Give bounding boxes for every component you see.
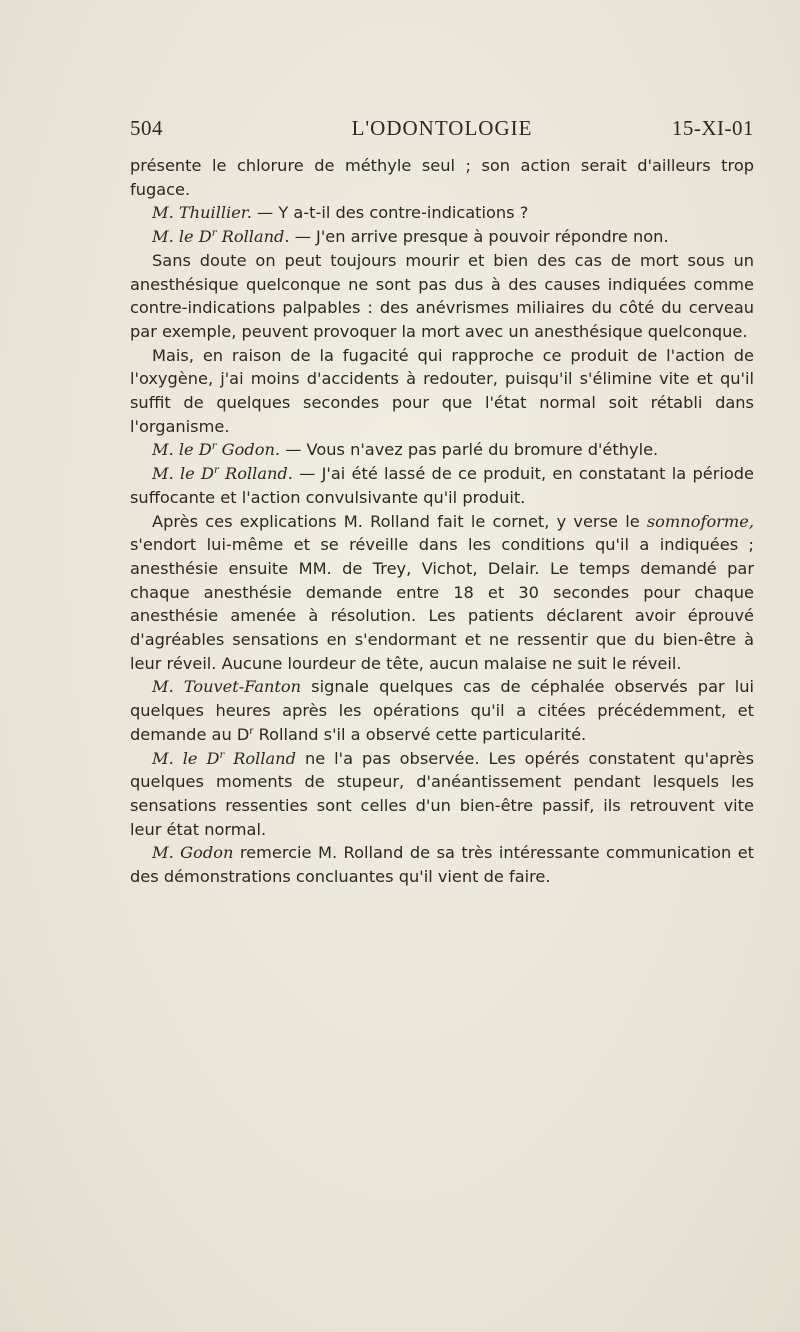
speaker-name: M. le $D^r$ Rolland: [152, 748, 296, 768]
paragraph-5: Mais, en raison de la fugacité qui rapproche ce produit de l'action de l'oxygène, j'ai moins d'accidents à redouter, puisqu'il s'élimine vite et qu'il suffit de quelques secondes pour que l'état normal soit rétabli dans l'organisme.: [130, 345, 754, 436]
speaker-name: M. Thuillier.: [152, 203, 252, 223]
paragraph-1: présente le chlorure de méthyle seul ; son action serait d'ailleurs trop fugace.: [130, 156, 754, 199]
speaker-name: M. Touvet-Fanton: [152, 677, 302, 697]
italic-term: somnoforme,: [646, 511, 754, 531]
paragraph-9: M. Touvet-Fanton signale quelques cas de céphalée observés par lui quelques heures après les opérations qu'il a citées précédemment, et demande au $D^r$ Rolland s'il a observé cette particularité.: [130, 677, 754, 744]
speaker-name: M. le $D^r$ Godon.: [152, 440, 281, 460]
paragraph-10: M. le $D^r$ Rolland ne l'a pas observée. Les opérés constatent qu'après quelques moments de stupeur, d'anéantissement pendant lesquels les sensations ressenties sont celles d'un bien-être passif, ils retrouvent vite leur état normal.: [130, 748, 755, 839]
paragraph-2: M. Thuillier. — Y a-t-il des contre-indications ?: [152, 203, 529, 223]
running-header: [130, 116, 754, 146]
journal-title: L'ODONTOLOGIE: [351, 116, 533, 140]
paragraph-8: Après ces explications M. Rolland fait le cornet, y verse le somnoforme, s'endort lui-même et se réveille dans les conditions qu'il a indiquées ; anesthésie ensuite MM. de Trey, Vichot, Delair. Le temps demandé par chaque anesthésie demande entre 18 et 30 secondes pour chaque anesthésie amenée à résolution. Les patients déclarent avoir éprouvé d'agréables sensations en s'endormant et ne ressentir que du bien-être à leur réveil. Aucune lourdeur de tête, aucun malaise ne suit le réveil.: [130, 511, 754, 673]
issue-date: 15-XI-01: [671, 116, 754, 140]
page-number: 504: [130, 116, 163, 140]
speaker-name: M. le $D^r$ Rolland.: [152, 464, 293, 484]
paragraph-11: M. Godon remercie M. Rolland de sa très intéressante communication et des démonstrations concluantes qu'il vient de faire.: [130, 843, 755, 887]
paragraph-6: M. le $D^r$ Godon. — Vous n'avez pas parlé du bromure d'éthyle.: [152, 440, 659, 460]
paragraph-7: M. le $D^r$ Rolland. — J'ai été lassé de ce produit, en constatant la période suffocante et l'action convulsivante qu'il produit.: [130, 464, 754, 507]
body-text: [130, 154, 754, 889]
paragraph-4: Sans doute on peut toujours mourir et bien des cas de mort sous un anesthésique quelconque ne sont pas dus à des causes indiquées comme contre-indications palpables : des anévrismes miliaires du côté du cerveau par exemple, peuvent provoquer la mort avec un anesthésique quelconque.: [130, 250, 754, 341]
paragraph-3: M. le $D^r$ Rolland. — J'en arrive presque à pouvoir répondre non.: [152, 227, 669, 247]
speaker-name: M. Godon: [152, 843, 234, 863]
document-page: [130, 116, 754, 889]
speaker-name: M. le $D^r$ Rolland.: [152, 227, 290, 247]
